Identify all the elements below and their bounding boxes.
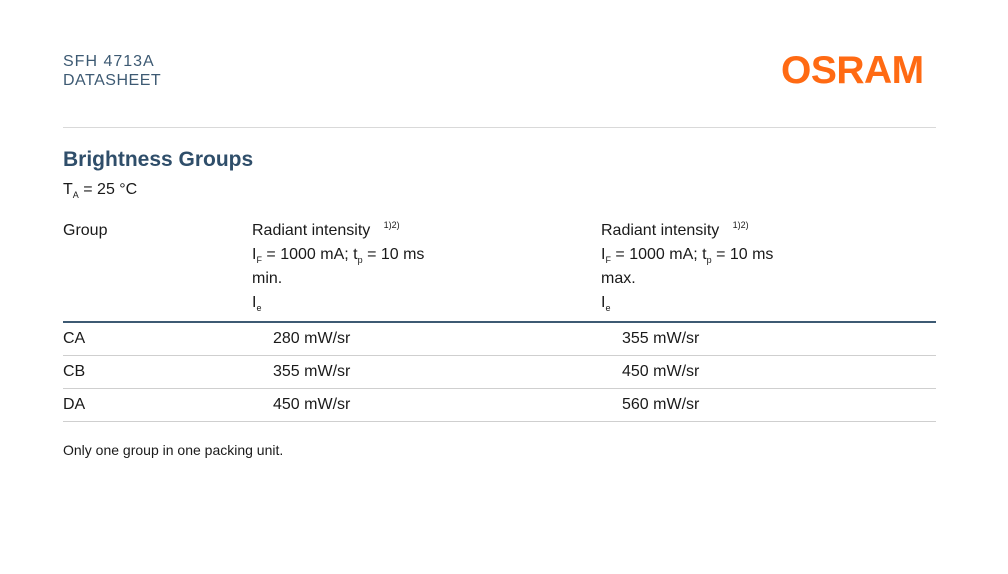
row-max: 355 mW/sr (622, 330, 700, 347)
max-limit: max. (601, 270, 636, 287)
row-min: 280 mW/sr (273, 330, 351, 347)
row-min: 355 mW/sr (273, 363, 351, 380)
min-conditions-line (252, 243, 424, 267)
min-symbol-line (252, 291, 424, 315)
temp-subscript: A (72, 190, 79, 200)
min-if-symbol: I (252, 246, 257, 263)
column-header-max (601, 219, 773, 315)
min-footnote: 1)2) (383, 220, 400, 230)
column-header-min (252, 219, 424, 315)
min-tp-sub: p (357, 255, 363, 265)
temp-symbol: T (63, 181, 73, 198)
max-symbol-line (601, 291, 773, 315)
column-header-group-label: Group (63, 222, 108, 239)
max-if-symbol: I (601, 246, 606, 263)
header-divider (63, 127, 936, 128)
column-header-group (63, 219, 107, 243)
table-row (63, 323, 936, 356)
min-tp-symbol: t (353, 246, 358, 263)
osram-logo: OSRAM (781, 49, 924, 92)
packing-note: Only one group in one packing unit. (63, 442, 284, 458)
max-tp-sub: p (706, 255, 712, 265)
min-symbol: I (252, 294, 257, 311)
min-label: Radiant intensity (252, 222, 371, 239)
max-if-sub: F (605, 255, 611, 265)
max-symbol-sub: e (605, 303, 611, 313)
max-if-value: = 1000 mA; (615, 246, 698, 263)
max-tp-symbol: t (702, 246, 707, 263)
product-name: SFH 4713A (63, 53, 155, 70)
document-type: DATASHEET (63, 72, 162, 89)
table-row (63, 356, 936, 389)
max-conditions-line (601, 243, 773, 267)
row-group: CA (63, 330, 86, 347)
min-limit: min. (252, 270, 283, 287)
row-group: DA (63, 396, 86, 413)
table-row (63, 389, 936, 422)
page-title: Brightness Groups (63, 148, 254, 171)
row-max: 560 mW/sr (622, 396, 700, 413)
row-max: 450 mW/sr (622, 363, 700, 380)
min-if-sub: F (256, 255, 262, 265)
temperature-condition (63, 180, 137, 200)
min-tp-value: = 10 ms (367, 246, 425, 263)
max-symbol: I (601, 294, 606, 311)
temp-value: = 25 °C (83, 181, 138, 198)
min-symbol-sub: e (256, 303, 262, 313)
min-if-value: = 1000 mA; (266, 246, 349, 263)
row-min: 450 mW/sr (273, 396, 351, 413)
max-tp-value: = 10 ms (716, 246, 774, 263)
max-footnote: 1)2) (732, 220, 749, 230)
row-group: CB (63, 363, 86, 380)
max-label: Radiant intensity (601, 222, 720, 239)
max-label-line (601, 219, 773, 243)
min-label-line (252, 219, 424, 243)
